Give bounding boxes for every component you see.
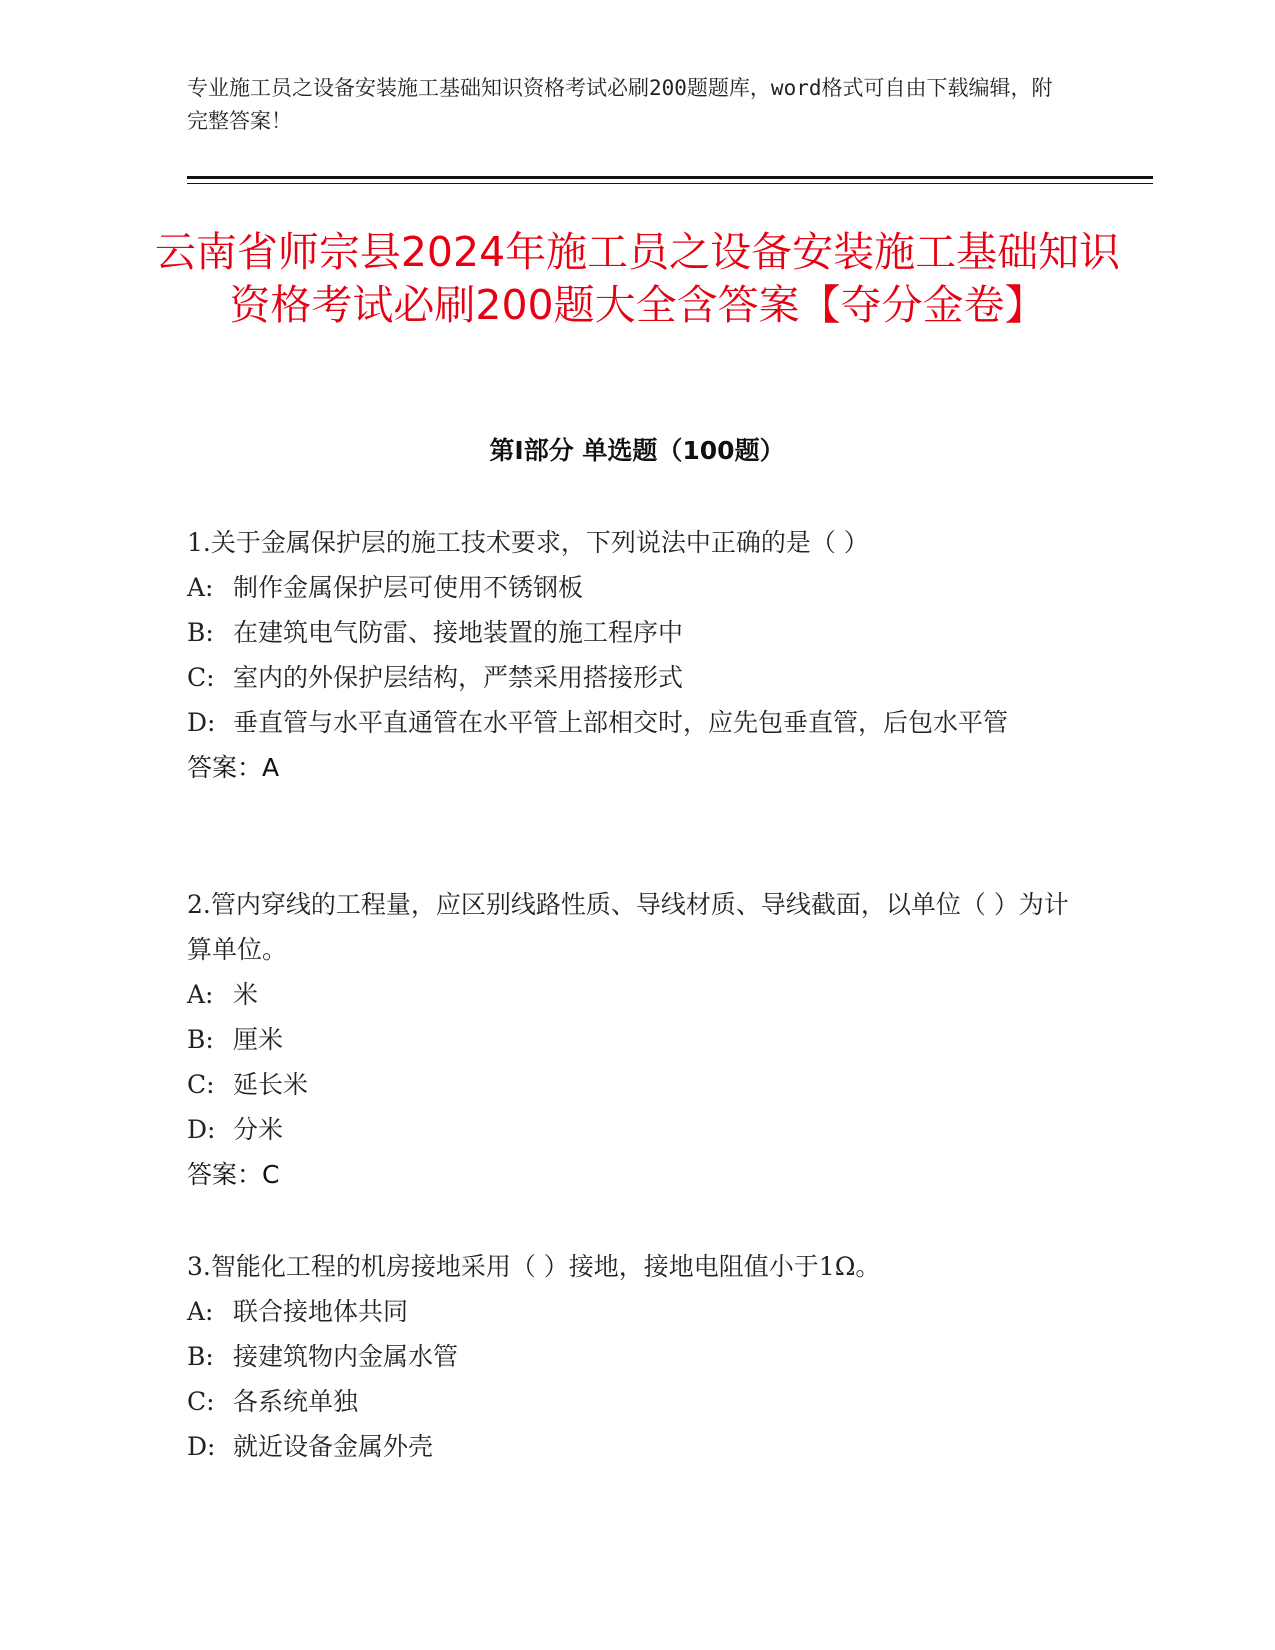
- option-text: 分米: [233, 1115, 284, 1144]
- question-3: [187, 1244, 1087, 1469]
- option-text: 厘米: [233, 1025, 284, 1054]
- header-rule-thin: [187, 183, 1153, 184]
- question-2: [187, 882, 1087, 1197]
- option-text: 延长米: [233, 1070, 309, 1099]
- answer: 答案：A: [187, 753, 280, 782]
- option-text: 米: [233, 980, 259, 1009]
- option-a: [187, 565, 1087, 610]
- option-letter: B:: [187, 1025, 214, 1054]
- option-text: 室内的外保护层结构，严禁采用搭接形式: [233, 663, 684, 692]
- option-letter: A:: [187, 573, 214, 602]
- option-text: 垂直管与水平直通管在水平管上部相交时，应先包垂直管，后包水平管: [233, 708, 1009, 737]
- option-letter: D:: [187, 708, 216, 737]
- option-d: [187, 1424, 1087, 1469]
- option-text: 联合接地体共同: [233, 1297, 409, 1326]
- option-c: [187, 1062, 1087, 1107]
- question-1: [187, 520, 1087, 790]
- option-a: [187, 1289, 1087, 1334]
- option-b: [187, 1017, 1087, 1062]
- option-letter: B:: [187, 618, 214, 647]
- option-a: [187, 972, 1087, 1017]
- option-letter: B:: [187, 1342, 214, 1371]
- option-text: 就近设备金属外壳: [233, 1432, 434, 1461]
- option-letter: C:: [187, 1387, 215, 1416]
- section-heading: 第I部分 单选题（100题）: [489, 436, 785, 465]
- header-rule-thick: [187, 176, 1153, 179]
- option-b: [187, 610, 1087, 655]
- option-c: [187, 655, 1087, 700]
- option-letter: D:: [187, 1432, 216, 1461]
- option-text: 在建筑电气防雷、接地装置的施工程序中: [233, 618, 684, 647]
- question-stem: 1.关于金属保护层的施工技术要求，下列说法中正确的是（ ）: [187, 528, 869, 557]
- option-letter: C:: [187, 1070, 215, 1099]
- option-letter: C:: [187, 663, 215, 692]
- option-c: [187, 1379, 1087, 1424]
- option-letter: A:: [187, 980, 214, 1009]
- option-d: [187, 700, 1087, 745]
- question-stem: 2.管内穿线的工程量，应区别线路性质、导线材质、导线截面，以单位（ ）为计算单位。: [187, 890, 1069, 964]
- option-text: 制作金属保护层可使用不锈钢板: [233, 573, 584, 602]
- option-text: 各系统单独: [233, 1387, 359, 1416]
- option-d: [187, 1107, 1087, 1152]
- document-title: 云南省师宗县2024年施工员之设备安装施工基础知识资格考试必刷200题大全含答案【夺分金卷】: [154, 228, 1121, 329]
- question-stem: 3.智能化工程的机房接地采用（ ）接地，接地电阻值小于1Ω。: [187, 1252, 881, 1281]
- header-note: 专业施工员之设备安装施工基础知识资格考试必刷200题题库，word格式可自由下载编辑，附完整答案！: [187, 76, 1053, 133]
- option-letter: A:: [187, 1297, 214, 1326]
- option-letter: D:: [187, 1115, 216, 1144]
- answer: 答案：C: [187, 1160, 280, 1189]
- option-text: 接建筑物内金属水管: [233, 1342, 459, 1371]
- option-b: [187, 1334, 1087, 1379]
